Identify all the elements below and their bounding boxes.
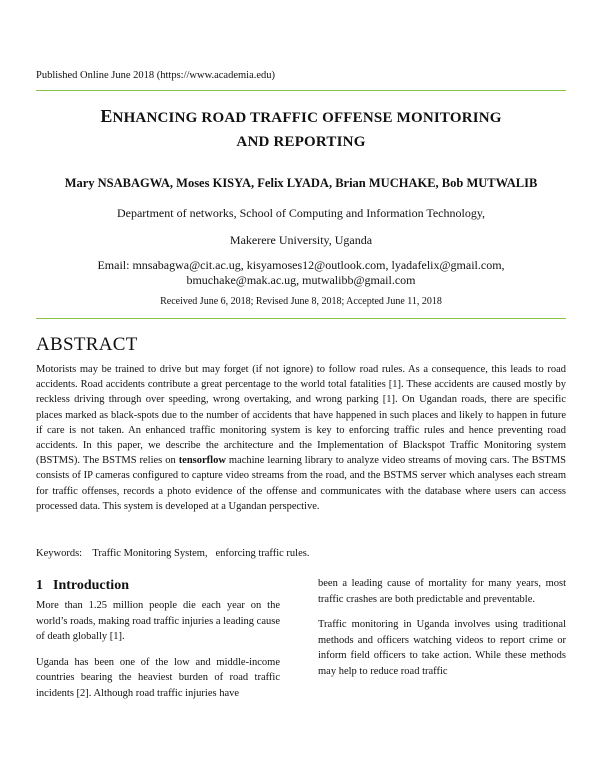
section-heading — [36, 578, 280, 594]
keywords: Keywords: Traffic Monitoring System, enforcing traffic rules. — [36, 548, 310, 559]
paragraph: been a leading cause of mortality for many years, most traffic crashes are both predictable and preventable. — [318, 578, 566, 605]
email-block — [36, 258, 566, 288]
section-number: 1 — [36, 578, 43, 593]
left-column — [36, 578, 280, 711]
abstract-divider — [36, 318, 566, 319]
paragraph: More than 1.25 million people die each year on the world’s roads, making road traffic injuries a leading cause of death globally [1]. — [36, 600, 280, 642]
paragraph: Uganda has been one of the low and middle-income countries bearing the heaviest burden of road traffic incidents [2]. Although road traffic injuries have — [36, 656, 280, 699]
abstract-bold-term: tensorflow — [178, 455, 226, 467]
department: Department of networks, School of Computing and Information Technology, — [116, 206, 486, 220]
title-line-2: AND REPORTING — [236, 134, 366, 150]
email-line-1: Email: mnsabagwa@cit.ac.ug, kisyamoses12@outlook.com, lyadafelix@gmail.com, — [97, 258, 505, 272]
abstract-text-part-1: Motorists may be trained to drive but may forget (if not ignore) to follow road rules. As a consequence, this leads to road accidents. Road accidents contribute a great percentage to the world total fatalities [1]. These accidents are caused mostly by reckless driving through over speeding, wrong overtaking, and wrong parking [1]. On Ugandan roads, there are specific places marked as black-spots due to the number of accidents that have happened in such places and likely to happen in future if care is not taken. An enhanced traffic monitoring system is key to enforcing traffic rules and hence preventing road accidents. In this paper, we describe the architecture and the Implementation of Blackspot Traffic Monitoring system (BSTMS). The BSTMS relies on — [36, 364, 566, 467]
top-divider — [36, 90, 566, 91]
author-list: Mary NSABAGWA, Moses KISYA, Felix LYADA, Brian MUCHAKE, Bob MUTWALIB — [64, 176, 538, 190]
abstract-text — [36, 362, 566, 514]
title-line-1 — [36, 104, 566, 130]
title-initial: E — [100, 106, 113, 126]
section-title: Introduction — [53, 578, 129, 593]
title-rest: NHANCING ROAD TRAFFIC OFFENSE MONITORING — [112, 110, 502, 126]
received-dates: Received June 6, 2018; Revised June 8, 2018; Accepted June 11, 2018 — [160, 296, 442, 307]
paragraph: Traffic monitoring in Uganda involves using traditional methods and officers watching videos to report crime or inform field officers to take action. While these methods may help to reduce road traffic — [318, 619, 566, 677]
abstract-heading: ABSTRACT — [36, 334, 138, 355]
publication-line: Published Online June 2018 (https://www.academia.edu) — [36, 70, 276, 81]
university: Makerere University, Uganda — [229, 233, 373, 247]
paper-title — [36, 104, 566, 154]
right-column — [318, 578, 566, 689]
email-line-2: bmuchake@mak.ac.ug, mutwalibb@gmail.com — [186, 273, 416, 287]
abstract-text-part-2: machine learning library to analyze video streams of moving cars. The BSTMS consists of IP cameras configured to capture video streams from the road, and the BSTMS server which analyses each stream for traffic offenses, records a photo evidence of the offense and communicates with the database where users can access processed data. This system is developed at a Ugandan perspective. — [36, 455, 567, 512]
